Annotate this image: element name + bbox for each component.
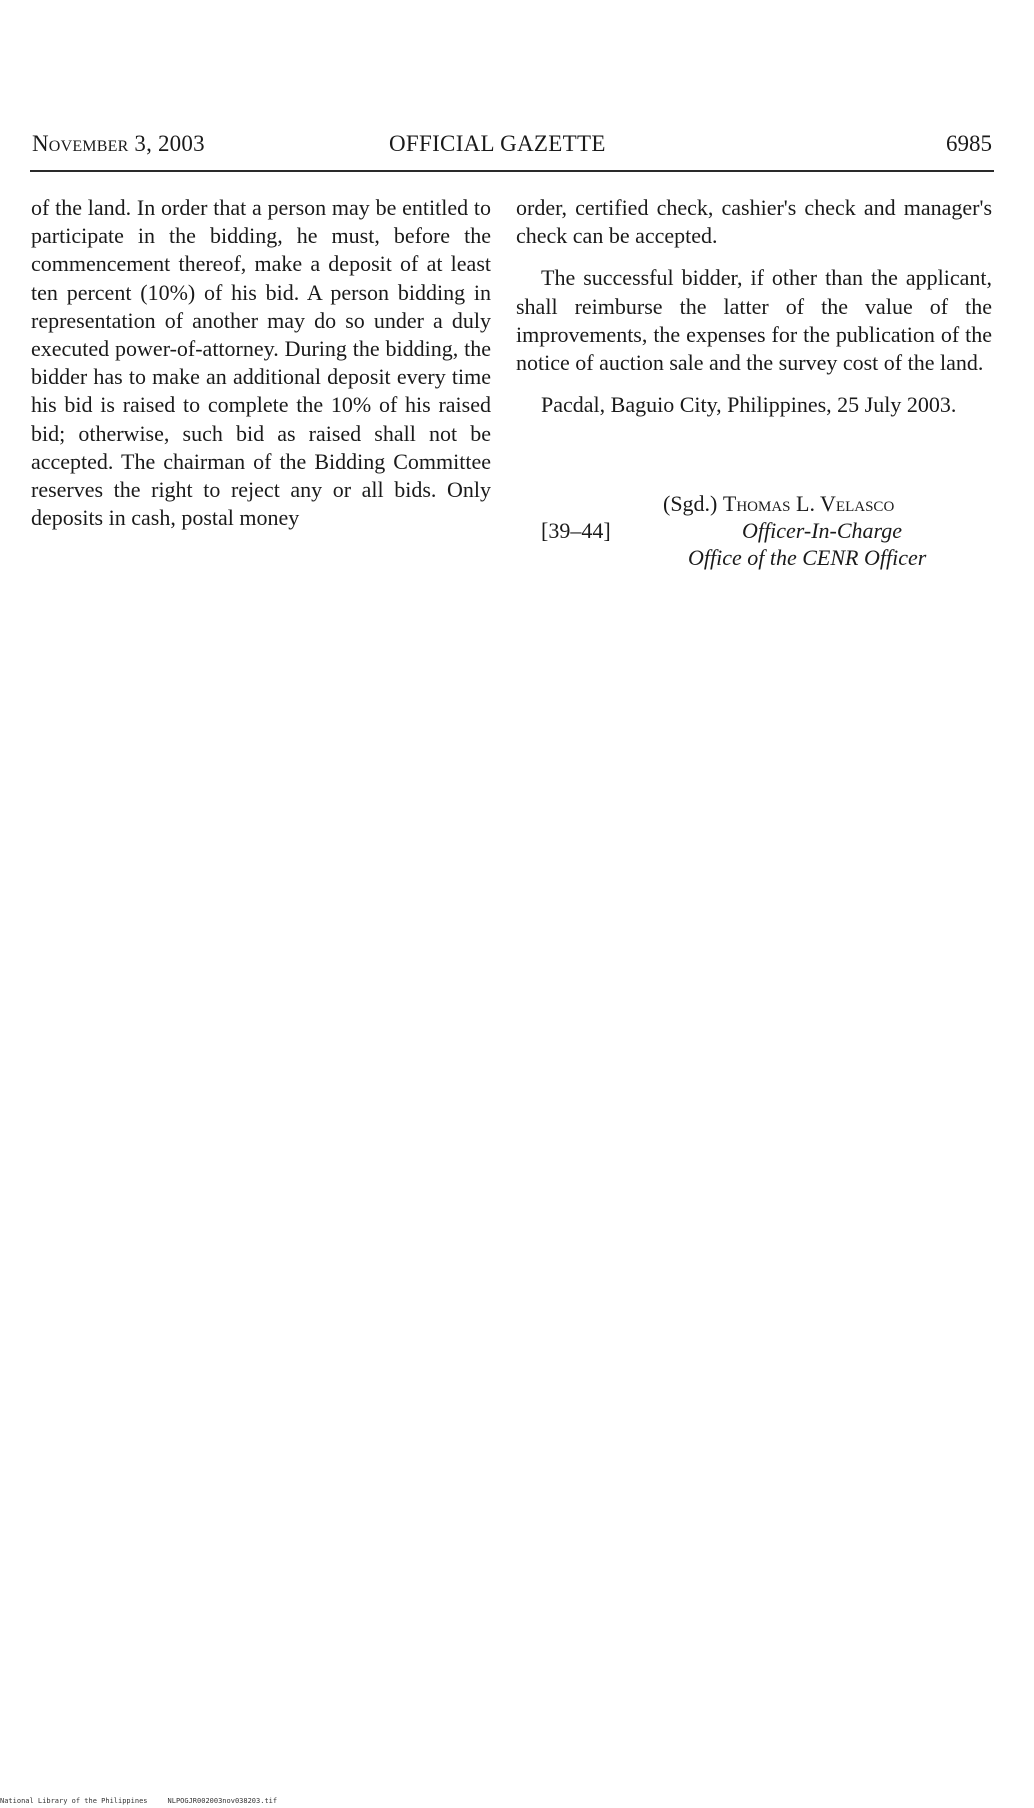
signatory-line <box>663 490 894 517</box>
publication-title: OFFICIAL GAZETTE <box>389 131 606 156</box>
header-rule <box>30 170 994 172</box>
library-credit: National Library of the Philippines <box>0 1797 148 1805</box>
signatory-title: Officer-In-Charge <box>742 518 903 543</box>
issue-reference: [39–44] <box>541 518 611 543</box>
scan-footer <box>0 1797 277 1805</box>
page-header <box>32 131 992 167</box>
place-date-paragraph: Pacdal, Baguio City, Philippines, 25 July 2003. <box>541 392 957 418</box>
signatory-name: Thomas L. Velasco <box>722 491 895 516</box>
left-column-paragraph: of the land. In order that a person may be entitled to participate in the bidding, he must, before the commencement thereof, make a deposit of at least ten percent (10%) of his bid. A person bidding in representation of another may do so under a duly executed power-of-attorney. During the bidding, the bidder has to make an additional deposit every time his bid is raised to complete the 10% of his raised bid; otherwise, such bid as raised shall not be accepted. The chairman of the Bidding Committee reserves the right to reject any or all bids. Only deposits in cash, postal money <box>31 195 491 531</box>
continuation-paragraph: order, certified check, cashier's check and manager's check can be accepted. <box>516 195 992 249</box>
right-column <box>516 194 992 419</box>
page-number: 6985 <box>946 131 992 156</box>
signatory-office: Office of the CENR Officer <box>688 545 927 570</box>
reimbursement-paragraph: The successful bidder, if other than the applicant, shall reimburse the latter of the value of the improvements, the expenses for the publication of the notice of auction sale and the survey cost of the land. <box>516 265 992 376</box>
left-column <box>31 194 491 532</box>
scan-filename: NLPOGJR002003nov038203.tif <box>167 1797 278 1805</box>
issue-date: November 3, 2003 <box>32 131 205 156</box>
sgd-mark: (Sgd.) <box>663 491 718 516</box>
